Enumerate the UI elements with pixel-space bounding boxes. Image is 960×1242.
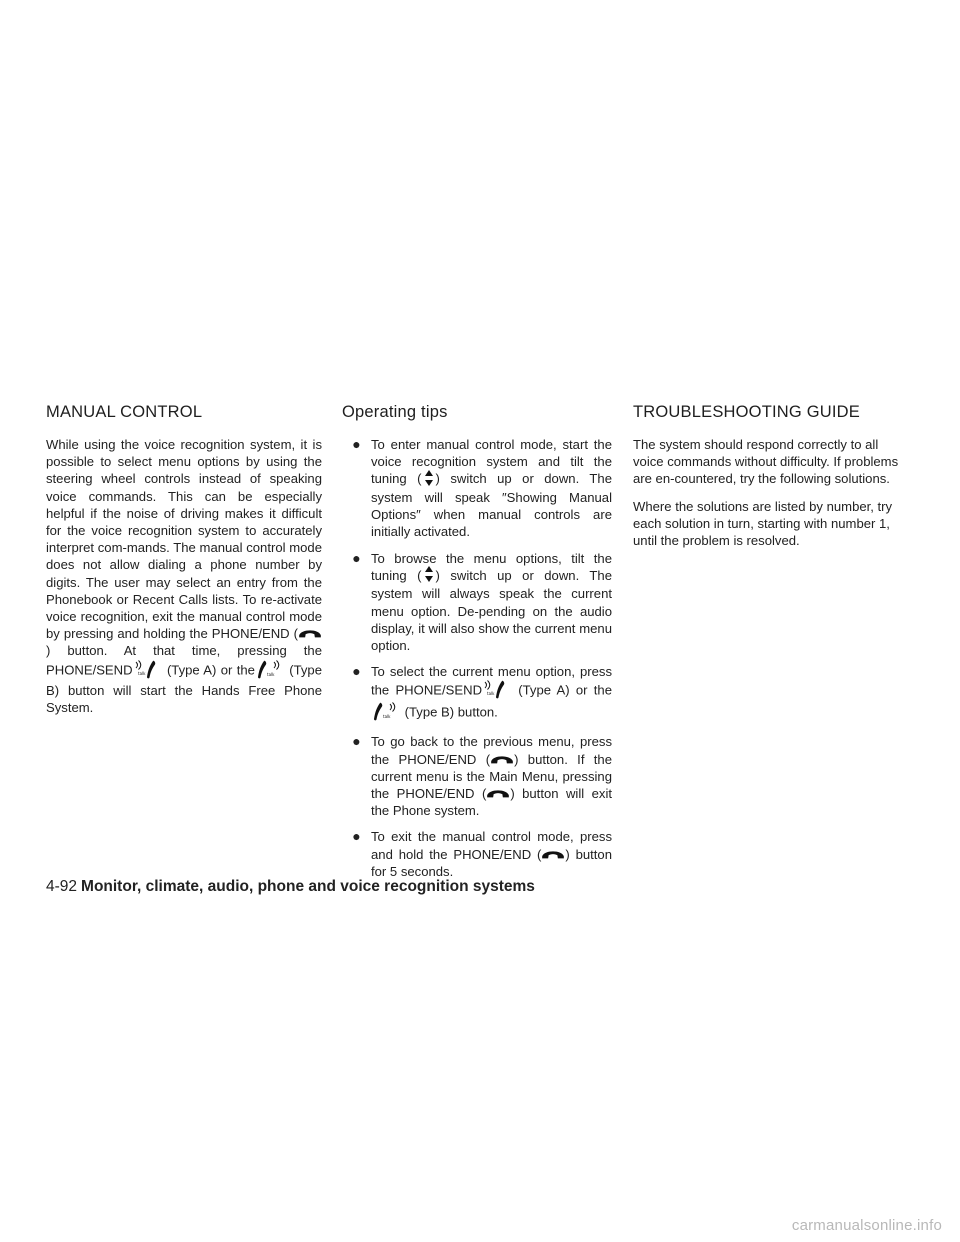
- bullet-icon: ●: [352, 733, 361, 750]
- tip-1-text-a: To enter manual control mode, start the voice recognition system and tilt the tuning (: [371, 437, 612, 487]
- phone-end-icon: [541, 847, 565, 860]
- manual-text-1: While using the voice recognition system, it is possible to select menu options by using the steering wheel controls instead of speaking voice commands. This can be especially helpful if the noise of driving makes it difficult for the voice recognition system to accurately interpret com-mands. The manual control mode does not allow dialing a phone number by digits. The user may select an entry from the Phonebook or Recent Calls lists. To re-activate voice recognition, exit the manual control mode by pressing and holding the PHONE/END (: [46, 437, 322, 642]
- troubleshooting-section: [633, 400, 907, 559]
- tip-2-text-a: To browse the menu options, tilt the tuning (: [371, 550, 612, 583]
- tip-5-text-a: To exit the manual control mode, press and hold the PHONE/END (: [371, 829, 612, 862]
- tip-3-text-a: To select the current menu option, press the PHONE/SEND: [371, 664, 612, 698]
- page-footer: [46, 878, 535, 896]
- phone-send-talk-icon: [133, 658, 163, 680]
- phone-send-talk-alt-icon: [255, 658, 285, 680]
- page-number: 4-92: [46, 878, 78, 895]
- troubleshooting-paragraph-2: Where the solutions are listed by number, try each solution in turn, starting with number 1, until the problem is resolved.: [633, 498, 893, 549]
- operating-tips-list: [342, 436, 612, 880]
- tip-4-text-c: ) button will exit the Phone system.: [371, 785, 612, 819]
- section-title: Monitor, climate, audio, phone and voice recognition systems: [81, 878, 535, 895]
- manual-control-section: [46, 400, 322, 726]
- bullet-icon: ●: [352, 663, 361, 680]
- phone-end-icon: [486, 786, 510, 799]
- tip-1-text-b: ) switch up or down. The system will speak ″Showing Manual Options″ when manual controls are initially activated.: [371, 471, 612, 540]
- tip-3-text-b: (Type A) or the: [518, 682, 612, 698]
- manual-text-3: (Type A) or the: [166, 662, 255, 678]
- list-item: [342, 436, 612, 541]
- list-item: [342, 663, 612, 724]
- bullet-icon: ●: [352, 436, 361, 452]
- bullet-icon: ●: [352, 828, 361, 845]
- tuning-switch-icon: [422, 469, 436, 487]
- tip-4-text-a: To go back to the previous menu, press the PHONE/END (: [371, 734, 612, 767]
- tip-2-text-b: ) switch up or down. The system will always speak the current menu option. De-pending on the audio display, it will also show the current menu option.: [371, 567, 612, 653]
- phone-send-talk-icon: [482, 678, 512, 700]
- manual-control-paragraph: [46, 436, 322, 716]
- manual-text-2: ) button. At that time, pressing the PHONE/SEND: [46, 643, 322, 678]
- tip-4-text-b: ) button. If the current menu is the Main Menu, pressing the PHONE/END (: [371, 751, 612, 801]
- manual-text-4: (Type B) button will start the Hands Free Phone System.: [46, 662, 322, 715]
- tip-5-text-b: ) button for 5 seconds.: [371, 846, 612, 879]
- list-item: [342, 828, 612, 880]
- phone-end-icon: [298, 626, 322, 639]
- phone-send-talk-alt-icon: [371, 700, 401, 722]
- operating-tips-heading: Operating tips: [342, 403, 448, 421]
- troubleshooting-paragraph-1: The system should respond correctly to all voice commands without difficulty. If problems are en-countered, try the following solutions.: [633, 437, 899, 487]
- manual-control-heading: MANUAL CONTROL: [46, 403, 203, 421]
- bullet-icon: ●: [352, 549, 361, 566]
- tuning-switch-icon: [422, 565, 436, 583]
- troubleshooting-heading: TROUBLESHOOTING GUIDE: [633, 403, 860, 421]
- operating-tips-section: [342, 400, 612, 889]
- list-item: [342, 733, 612, 819]
- phone-end-icon: [490, 752, 514, 765]
- tip-3-text-c: (Type B) button.: [404, 704, 498, 720]
- watermark: carmanualsonline.info: [791, 1217, 942, 1234]
- list-item: [342, 550, 612, 655]
